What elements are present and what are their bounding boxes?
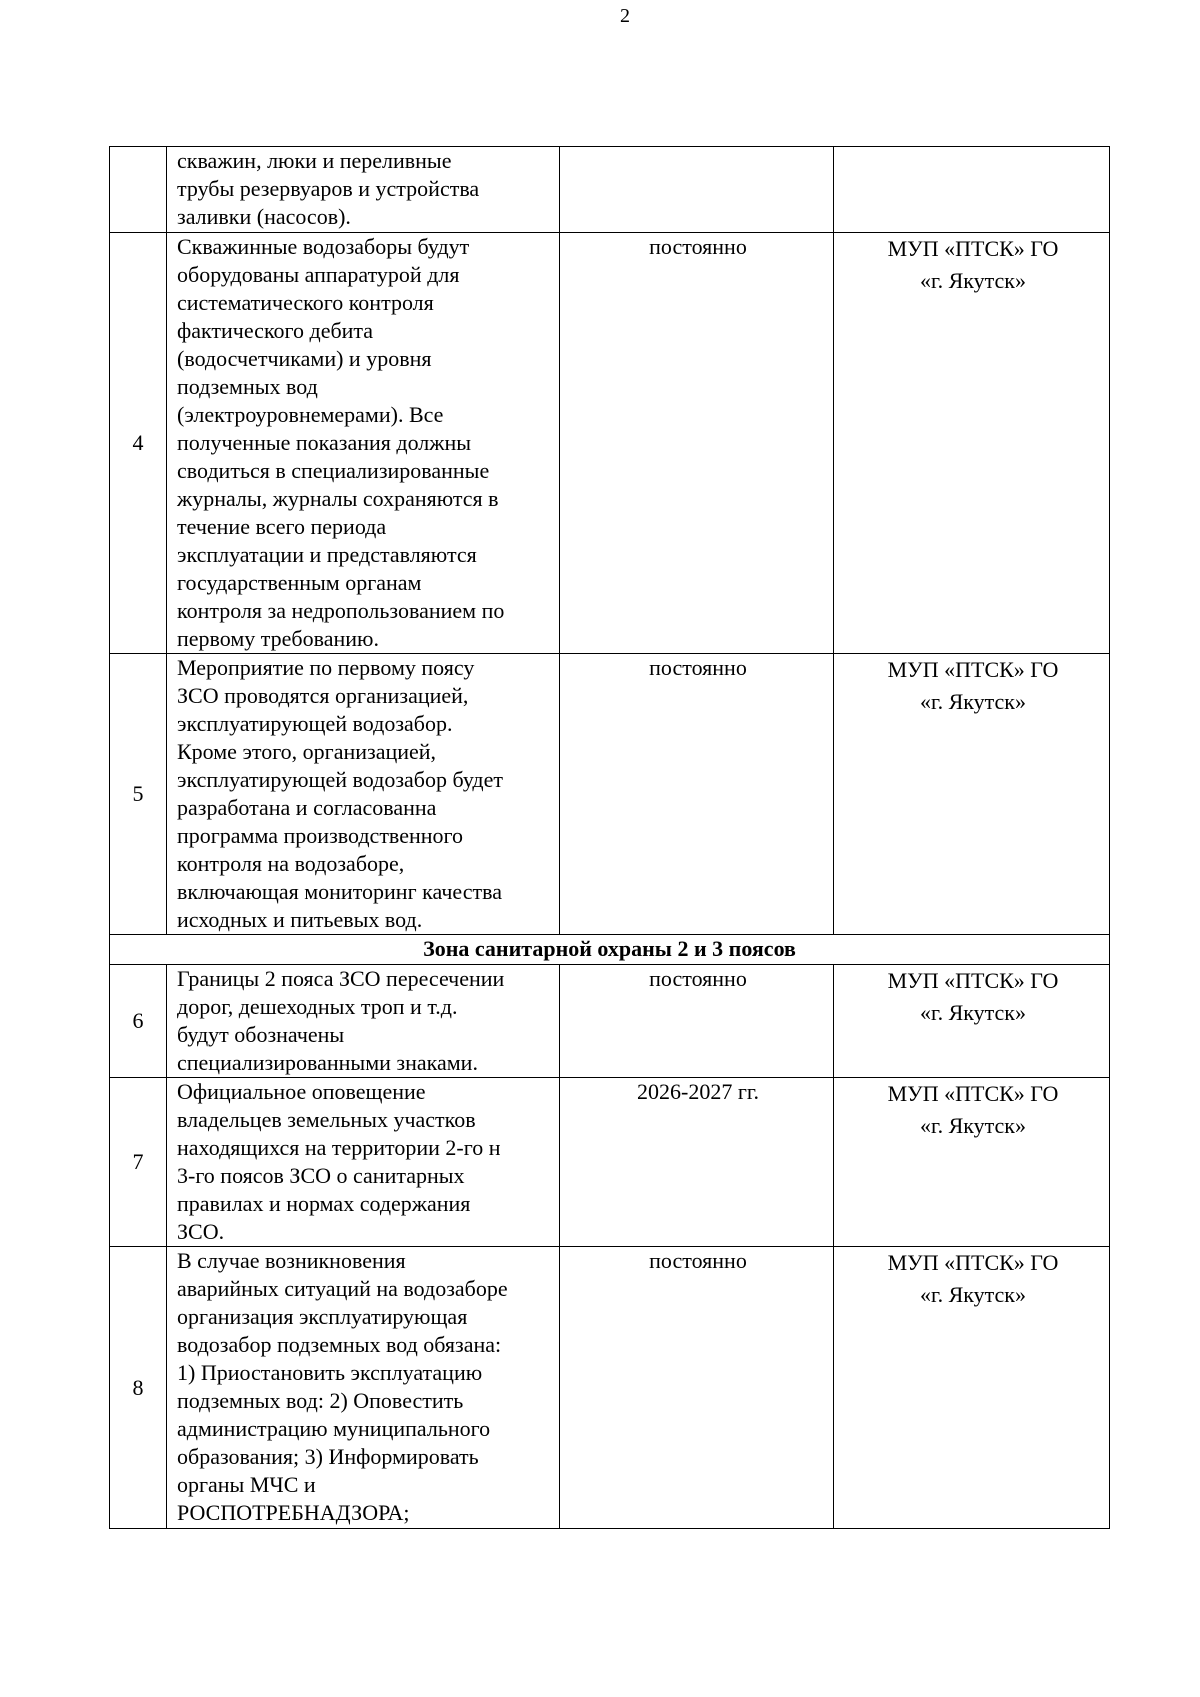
section-header-row [110,935,1110,965]
measure-description: скважин, люки и переливные трубы резервуаров и устройства заливки (насосов). [167,147,560,233]
measure-term: 2026-2027 гг. [560,1078,834,1247]
table-row [110,654,1110,935]
row-number [110,147,167,233]
measures-table [109,146,1110,1529]
table-row [110,1078,1110,1247]
measure-responsible: МУП «ПТСК» ГО «г. Якутск» [834,1078,1110,1247]
table-row [110,965,1110,1078]
measure-description: Мероприятие по первому поясу ЗСО проводятся организацией, эксплуатирующей водозабор. Кроме этого, организацией, эксплуатирующей водозабор будет разработана и согласованна программа производственного контроля на водозаборе, включающая мониторинг качества исходных и питьевых вод. [167,654,560,935]
row-number: 8 [110,1247,167,1529]
measure-responsible: МУП «ПТСК» ГО «г. Якутск» [834,965,1110,1078]
measure-term: постоянно [560,965,834,1078]
measure-responsible: МУП «ПТСК» ГО «г. Якутск» [834,233,1110,654]
row-number: 5 [110,654,167,935]
measure-description: Границы 2 пояса ЗСО пересечении дорог, дешеходных троп и т.д. будут обозначены специализированными знаками. [167,965,560,1078]
measure-description: Скважинные водозаборы будут оборудованы аппаратурой для систематического контроля фактического дебита (водосчетчиками) и уровня подземных вод (электроуровнемерами). Все полученные показания должны сводиться в специализированные журналы, журналы сохраняются в течение всего периода эксплуатации и представляются государственным органам контроля за недропользованием по первому требованию. [167,233,560,654]
measure-term: постоянно [560,654,834,935]
table-row [110,147,1110,233]
measure-responsible: МУП «ПТСК» ГО «г. Якутск» [834,654,1110,935]
row-number: 6 [110,965,167,1078]
measure-description: В случае возникновения аварийных ситуаций на водозаборе организация эксплуатирующая водозабор подземных вод обязана: 1) Приостановить эксплуатацию подземных вод: 2) Оповестить администрацию муниципального образования; 3) Информировать органы МЧС и РОСПОТРЕБНАДЗОРА; [167,1247,560,1529]
section-title: Зона санитарной охраны 2 и 3 поясов [110,935,1110,965]
measure-term [560,147,834,233]
table-row [110,233,1110,654]
row-number: 4 [110,233,167,654]
measure-term: постоянно [560,233,834,654]
table-row [110,1247,1110,1529]
page-number: 2 [620,5,630,27]
measure-term: постоянно [560,1247,834,1529]
row-number: 7 [110,1078,167,1247]
measure-description: Официальное оповещение владельцев земельных участков находящихся на территории 2-го н 3-го поясов ЗСО о санитарных правилах и нормах содержания ЗСО. [167,1078,560,1247]
measure-responsible: МУП «ПТСК» ГО «г. Якутск» [834,1247,1110,1529]
measure-responsible [834,147,1110,233]
